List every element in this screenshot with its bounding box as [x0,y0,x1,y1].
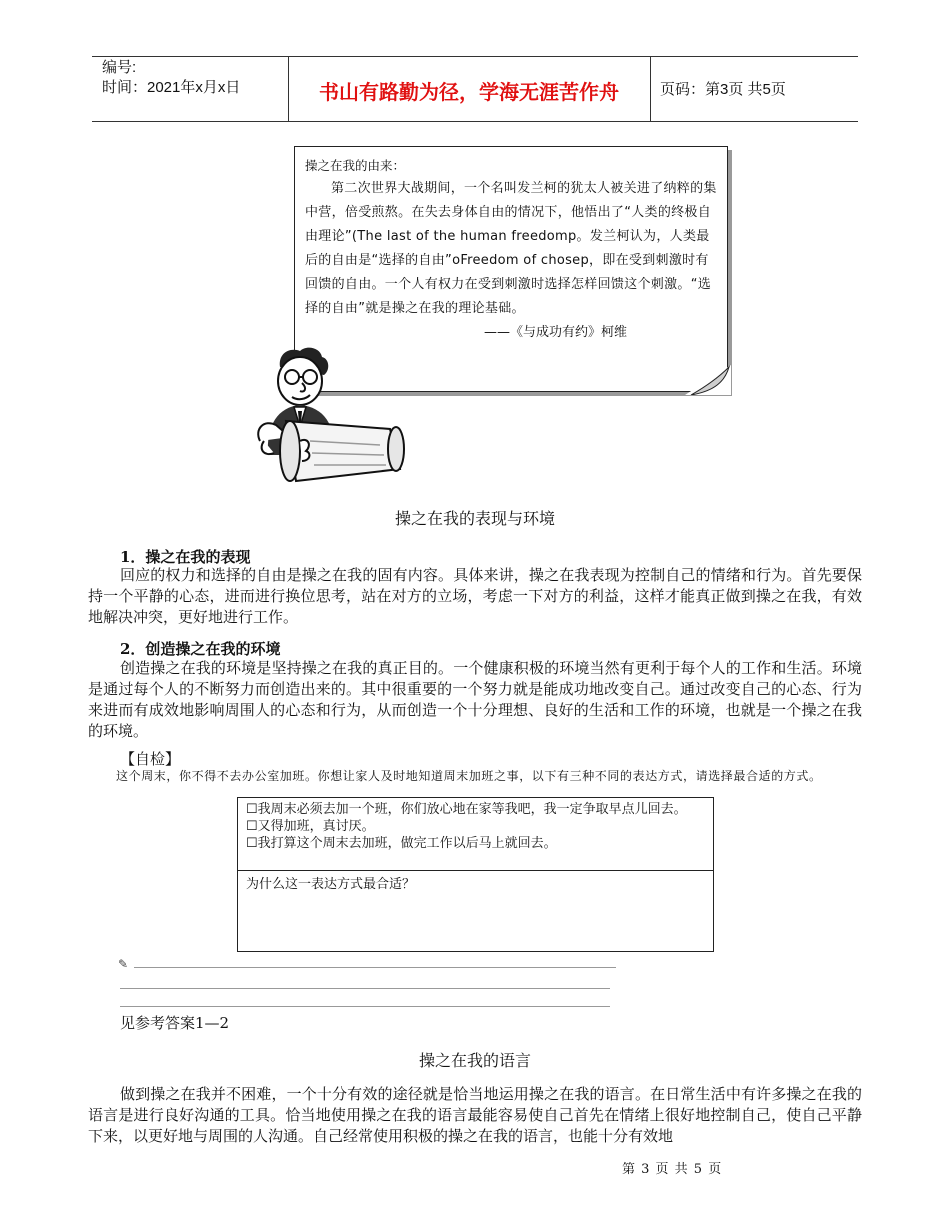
heading-expression: 1．操之在我的表现 [120,548,251,566]
header-divider-right [650,56,651,122]
options-area [238,798,713,871]
heading-environment: 2．创造操之在我的环境 [120,640,281,658]
option-3[interactable]: ☐我打算这个周末去加班，做完工作以后马上就回去。 [246,836,557,851]
answer-reference: 见参考答案1—2 [120,1014,230,1032]
quote-signature: ——《与成功有约》柯维 [483,325,627,340]
serial-label: 编号: [102,59,137,76]
header-page-info: 页码：第3页 共5页 [660,81,786,98]
paragraph-environment: 创造操之在我的环境是坚持操之在我的真正目的。一个健康积极的环境当然有更利于每个人的工作和生活。环境是通过每个人的不断努力而创造出来的。其中很重要的一个努力就是能成功地改变自己。通过改变自己的心态、行为来进而有成效地影响周围人的心态和行为，从而创造一个十分理想、良好的生活和工作的环境，也就是一个操之在我的环境。 [88,659,862,740]
man-reading-scroll-icon [250,345,405,490]
page-curl-icon [685,365,731,395]
option-2[interactable]: ☐又得加班，真讨厌。 [246,819,375,834]
quote-title: 操之在我的由来： [305,158,406,173]
header-meta [102,58,240,98]
self-check-prompt: 这个周末，你不得不去办公室加班。你想让家人及时地知道周末加班之事，以下有三种不同的表达方式，请选择最合适的方式。 [116,769,822,783]
note-line-1[interactable] [134,967,616,968]
header-motto: 书山有路勤为径，学海无涯苦作舟 [319,80,619,104]
paragraph-expression: 回应的权力和选择的自由是操之在我的固有内容。具体来讲，操之在我表现为控制自己的情绪和行为。首先要保持一个平静的心态，进而进行换位思考，站在对方的立场，考虑一下对方的利益，这样才能真正做到操之在我，有效地解决冲突，更好地进行工作。 [88,566,862,626]
time-label: 时间：2021年x月x日 [102,79,241,96]
pencil-icon: ✎ [118,957,129,971]
quote-body: 第二次世界大战期间，一个名叫发兰柯的犹太人被关进了纳粹的集中营，倍受煎熬。在失去身体自由的情况下，他悟出了“人类的终极自由理论”(The last of the human freedomp。发兰柯认为，人类最后的自由是“选择的自由”oFreedom of chosep，即在受到刺激时有回馈的自由。一个人有权力在受到刺激时选择怎样回馈这个刺激。“选择的自由”就是操之在我的理论基础。 [305,181,717,316]
self-check-box [237,797,714,952]
section-title-language: 操之在我的语言 [418,1051,531,1070]
reason-question: 为什么这一表达方式最合适？ [246,877,416,892]
note-line-2[interactable] [120,988,610,989]
option-1[interactable]: ☐我周末必须去加一个班，你们放心地在家等我吧，我一定争取早点儿回去。 [246,802,687,817]
paragraph-language: 做到操之在我并不困难，一个十分有效的途径就是恰当地运用操之在我的语言。在日常生活中有许多操之在我的语言是进行良好沟通的工具。恰当地使用操之在我的语言最能容易使自己首先在情绪上很好地控制自己，使自己平静下来，以更好地与周围的人沟通。自己经常使用积极的操之在我的语言，也能十分有效地 [88,1085,862,1145]
header-bottom-rule [92,121,858,122]
header-top-rule [92,56,858,57]
footer-page-number: 第 3 页 共 5 页 [622,1162,723,1177]
self-check-label: 【自检】 [120,750,181,768]
note-line-3[interactable] [120,1006,610,1007]
section-title-expression: 操之在我的表现与环境 [394,509,555,528]
